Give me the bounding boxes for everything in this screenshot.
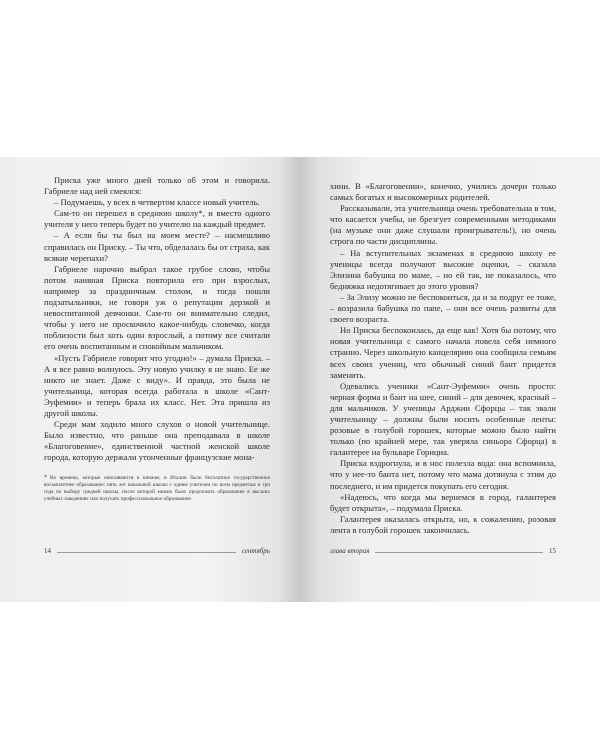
paragraph: Сам-то он перешел в среднюю школу*, и вместо одного учителя у него теперь будет по учителю на каждый предмет. [44,208,270,230]
paragraph: Приска уже много дней только об этом и говорила. Габриеле над ней смеялся: [44,175,270,197]
paragraph: Рассказывали, эта учительница очень требовательна в том, что касается учебы, не брезгует современными методиками (на музыке они даже слушали проигрыватель!), но очень строга по части дисциплины. [330,203,556,247]
paragraph: Габриеле нарочно выбрал такое грубое слово, чтобы потом наивная Приска повторила его при взрослых, например за праздничным столом, и тогда пошли подзатыльники, не говоря уж о репутации дерзкой и невоспитанной девчонки. Сам-то он внимательно следил, чтобы у него не проскочило какое-нибудь словечко, когда поблизости был хоть один взрослый, а потому все считали его очень воспитанным и спокойным мальчиком. [44,263,270,352]
paragraph: – За Элизу можно не беспокоиться, да и за подруг ее тоже, – возразила бабушка по папе, – они все очень развиты для своего возраста. [330,291,556,325]
footnote-text: Во времена, которые описываются в книжке, в Италии было бесплатное государственное восьмилетнее образование: пять лет начальной школы с одним учителем по всем предметам и три года по выбору средней школы, после которой можно было продолжать образование в высших учебных заведениях или получать профессиональное образование. [44,475,270,503]
footer-rule [375,552,543,553]
footer-rule [57,552,236,553]
right-page [300,157,600,602]
paragraph: «Пусть Габриеле говорит что угодно!» – думала Приска. – А я все равно волнуюсь. Эту новую училку я не знаю. Ее же никто не знает. Даже с виду». И правда, это была не учительница, которая всегда работала в школе «Сант-Эуфемии» и теперь брала их класс. Нет. Эта пришла из другой школы. [44,352,270,418]
paragraph: Одевались ученики «Сант-Эуфемии» очень просто: черная форма и бант на шее, синий – для девочек, красный – для мальчиков. У ученицы Арджии Сфорцы – так звали учительницу – должны были носить особенные ленты: розовые в голубой горошек, которые можно было найти только (по крайней мере, так уверяла синьора Сфорца) в галантерее на бульваре Горициа. [330,380,556,458]
left-page [0,157,300,602]
running-title: глава вторая [330,547,370,555]
page-number: 14 [44,547,51,555]
paragraph: «Надеюсь, что когда мы вернемся в город, галантерея будет открыта», – подумала Приска. [330,491,556,513]
paragraph: Приска вздрогнула, и в нос полезла вода: она вспомнила, что у нее-то банта нет, потому что мама дотянула с этим до последнего, и им придется покупать его сегодня. [330,458,556,491]
page-number: 15 [549,547,556,555]
paragraph: Среди мам ходило много слухов о новой учительнице. Было известно, что раньше она преподавала в школе «Благоговение», единственной частной женской школе города, которую держали утонченные французские мона- [44,419,270,463]
paragraph: Но Приска беспокоилась, да еще как! Хотя бы потому, что новая учительница с самого начала повела себя немного странно. Через школьную канцелярию она сообщила семьям всех своих учениц, что обычный синий бант придется заменить. [330,325,556,380]
footnote-mark: * [44,475,47,482]
paragraph: Галантерея оказалась открыта, но, к сожалению, розовая лента в голубой горошек закончилась. [330,513,556,535]
paragraph: – А если бы ты был на моем месте? – насмешливо справилась он Приску. – Ты что, обделалась бы от страха, как всякие черепахи? [44,230,270,263]
running-title: сентябрь [241,547,270,555]
paragraph: – На вступительных экзаменах в среднюю школу ее ученицы всегда получают высокие оценки, – сказала Элизина бабушка по маме, – но ей так, не показалось, что бедняжка недотягивает до этого уровня? [330,247,556,291]
footnote [44,475,270,503]
right-page-text [330,181,556,536]
paragraph: хини. В «Благоговении», конечно, учились дочери только самых богатых и высокомерных родителей. [330,181,556,203]
left-page-text [44,175,270,463]
paragraph: – Подумаешь, у всех в четвертом классе новый учитель. [54,197,260,208]
right-page-footer [330,547,556,555]
left-page-footer [44,547,270,555]
open-book [0,157,600,602]
